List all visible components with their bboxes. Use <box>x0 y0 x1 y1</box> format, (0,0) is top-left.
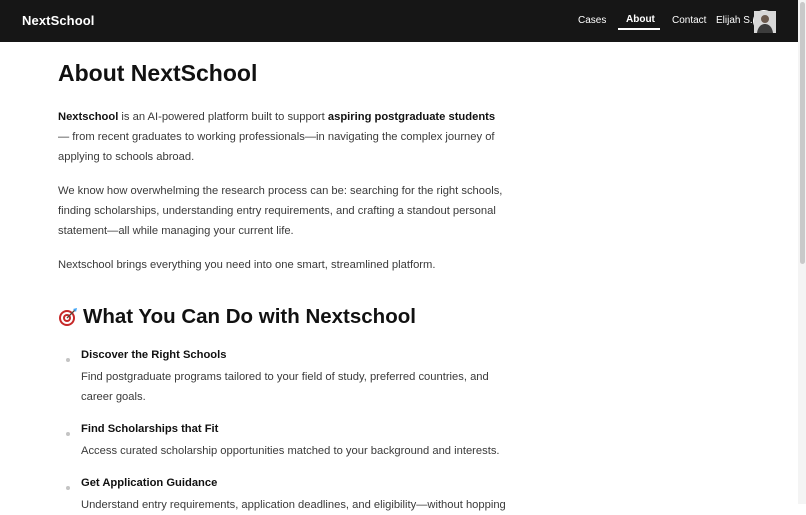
brand-logo[interactable]: NextSchool <box>22 13 95 28</box>
nav-link-contact[interactable]: Contact <box>672 15 707 26</box>
intro-paragraph-1 <box>58 107 503 167</box>
bullet-icon <box>66 486 70 490</box>
feature-description: Find postgraduate programs tailored to your field of study, preferred countries, and career goals. <box>81 371 489 403</box>
section-heading-text: What You Can Do with Nextschool <box>83 305 416 328</box>
user-name[interactable]: Elijah S. <box>716 15 753 26</box>
section-heading <box>58 305 416 329</box>
page-title: About NextSchool <box>58 60 258 86</box>
feature-description: Understand entry requirements, application deadlines, and eligibility—without hopping <box>81 499 506 511</box>
intro-bold-brand: Nextschool <box>58 111 119 123</box>
feature-title: Find Scholarships that Fit <box>81 423 219 435</box>
feature-title: Discover the Right Schools <box>81 349 227 361</box>
bullet-icon <box>66 358 70 362</box>
top-navbar <box>0 0 798 42</box>
target-icon <box>58 307 78 327</box>
intro-text-2: — from recent graduates to working professionals—in navigating the complex journey of applying to schools abroad. <box>58 131 495 163</box>
bullet-icon <box>66 432 70 436</box>
scrollbar-thumb[interactable] <box>800 2 805 264</box>
feature-title: Get Application Guidance <box>81 477 218 489</box>
intro-text-1: is an AI-powered platform built to support <box>118 111 328 123</box>
nav-link-cases[interactable]: Cases <box>578 15 607 26</box>
intro-paragraph-3: Nextschool brings everything you need into one smart, streamlined platform. <box>58 259 436 271</box>
intro-bold-audience: aspiring postgraduate students <box>327 111 496 123</box>
nav-link-about[interactable]: About <box>626 14 655 25</box>
active-nav-underline <box>618 28 660 30</box>
intro-paragraph-2: We know how overwhelming the research process can be: searching for the right schools, finding scholarships, understanding entry requirements, and crafting a standout personal statement—all while managing your current life. <box>58 185 503 237</box>
feature-description: Access curated scholarship opportunities matched to your background and interests. <box>81 445 500 457</box>
avatar[interactable] <box>753 10 775 32</box>
user-avatar-icon <box>754 11 776 33</box>
